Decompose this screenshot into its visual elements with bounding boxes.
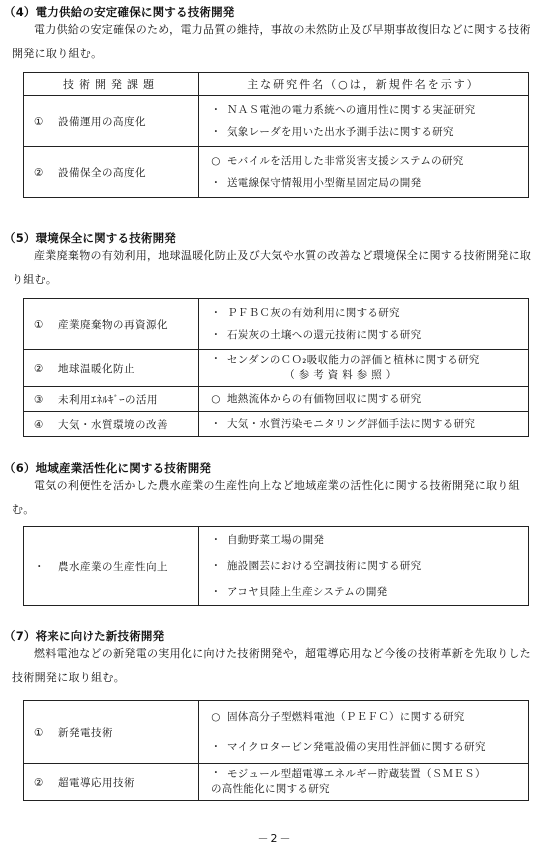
row-number: ② <box>34 362 44 375</box>
row-number: ① <box>34 726 44 739</box>
section-heading: （5）環境保全に関する技術開発 <box>4 231 176 245</box>
row-number: ④ <box>34 418 44 431</box>
table-row <box>24 387 529 412</box>
table-row <box>24 412 529 437</box>
category-label: 地球温暖化防止 <box>58 362 135 375</box>
row-category <box>24 701 199 764</box>
research-item <box>199 413 528 435</box>
row-number: ① <box>34 115 44 128</box>
row-category <box>24 299 199 350</box>
section-intro: 電力供給の安定確保のため，電力品質の維持，事故の未然防止及び早期事故復旧などに関する技術開発に取り組む。 <box>12 23 531 60</box>
research-title-cont: の高性能化に関する研究 <box>211 783 330 795</box>
section-heading: （7）将来に向けた新技術開発 <box>4 629 165 643</box>
research-table <box>23 700 529 801</box>
research-title: 気象レーダを用いた出水予測手法に関する研究 <box>227 126 454 138</box>
bullet-mark: ・ <box>210 767 222 779</box>
row-items <box>199 350 529 387</box>
row-category <box>24 412 199 437</box>
research-title: 送電線保守情報用小型衛星固定局の開発 <box>227 177 422 189</box>
bullet-mark: ・ <box>210 126 222 138</box>
research-title: 大気・水質汚染モニタリング評価手法に関する研究 <box>227 418 476 430</box>
research-title: 地熱流体からの有価物回収に関する研究 <box>227 393 422 405</box>
bullet-mark: ・ <box>210 329 222 341</box>
table-row <box>24 527 529 606</box>
row-items <box>199 387 529 412</box>
table-row <box>24 701 529 764</box>
row-category <box>24 527 199 606</box>
table-row <box>24 299 529 350</box>
research-item <box>199 702 528 732</box>
research-item <box>199 553 528 579</box>
category-label: 設備保全の高度化 <box>58 166 146 179</box>
row-category <box>24 147 199 198</box>
table-row <box>24 350 529 387</box>
bullet-mark: ・ <box>210 307 222 319</box>
category-label: 農水産業の生産性向上 <box>58 560 168 573</box>
category-label: 超電導応用技術 <box>58 776 135 789</box>
header-theme: 技術開発課題 <box>24 73 199 96</box>
bullet-mark: ・ <box>210 534 222 546</box>
bullet-mark: ・ <box>210 177 222 189</box>
category-label: 未利用ｴﾈﾙｷﾞｰの活用 <box>58 393 158 406</box>
row-number: ② <box>34 166 44 179</box>
category-label: 大気・水質環境の改善 <box>58 418 168 431</box>
new-mark: ○ <box>211 155 221 167</box>
row-items <box>199 701 529 764</box>
bullet-mark: ・ <box>210 741 222 753</box>
research-item <box>199 732 528 762</box>
section-intro: 産業廃棄物の有効利用，地球温暖化防止及び大気や水質の改善など環境保全に関する技術開発に取り組む。 <box>12 249 532 286</box>
row-number: ② <box>34 776 44 789</box>
row-category <box>24 764 199 801</box>
research-table <box>23 526 529 606</box>
research-item <box>199 99 528 121</box>
research-title: モジュール型超電導エネルギー貯蔵装置（ＳＭＥＳ） <box>227 768 486 780</box>
reference-note: （参考資料参照） <box>284 369 401 381</box>
research-title: センダンのＣＯ₂吸収能力の評価と植林に関する研究 <box>227 354 480 366</box>
row-number: ・ <box>34 560 45 573</box>
research-item <box>199 579 528 605</box>
row-items <box>199 412 529 437</box>
row-number: ① <box>34 318 44 331</box>
research-item <box>199 527 528 553</box>
research-title: マイクロタービン発電設備の実用性評価に関する研究 <box>227 741 486 753</box>
research-title: 石炭灰の土壌への還元技術に関する研究 <box>227 329 422 341</box>
research-item <box>199 324 528 346</box>
header-research-titles: 主な研究件名（○は，新規件名を示す） <box>199 73 529 96</box>
table-row <box>24 764 529 801</box>
row-number: ③ <box>34 393 44 406</box>
research-item <box>199 172 528 194</box>
research-table <box>23 298 529 437</box>
research-title: 自動野菜工場の開発 <box>227 534 325 546</box>
research-title: 固体高分子型燃料電池（ＰＥＦＣ）に関する研究 <box>227 711 465 723</box>
bullet-mark: ・ <box>210 418 222 430</box>
bullet-mark: ・ <box>210 586 222 598</box>
section-intro: 燃料電池などの新発電の実用化に向けた技術開発や，超電導応用など今後の技術革新を先取りした技術開発に取り組む。 <box>12 647 531 684</box>
research-item <box>199 302 528 324</box>
research-item <box>199 388 528 410</box>
new-mark: ○ <box>211 393 221 405</box>
category-label: 設備運用の高度化 <box>58 115 146 128</box>
research-item <box>199 150 528 172</box>
research-title: ＰＦＢＣ灰の有効利用に関する研究 <box>227 307 400 319</box>
table-row <box>24 147 529 198</box>
row-category <box>24 387 199 412</box>
bullet-mark: ・ <box>210 353 222 365</box>
category-label: 新発電技術 <box>58 726 113 739</box>
row-category <box>24 350 199 387</box>
research-title: モバイルを活用した非常災害支援システムの研究 <box>227 155 464 167</box>
section-intro: 電気の利便性を活かした農水産業の生産性向上など地域産業の活性化に関する技術開発に取り組む。 <box>12 479 520 516</box>
section-heading: （6）地域産業活性化に関する技術開発 <box>4 461 212 475</box>
new-mark: ○ <box>211 711 221 723</box>
research-item <box>199 121 528 143</box>
table-row <box>24 96 529 147</box>
row-items <box>199 96 529 147</box>
row-items <box>199 147 529 198</box>
row-items <box>199 299 529 350</box>
research-table <box>23 72 529 198</box>
row-category <box>24 96 199 147</box>
row-items <box>199 527 529 606</box>
research-item <box>199 350 528 386</box>
page-number: －2－ <box>257 832 293 845</box>
bullet-mark: ・ <box>210 104 222 116</box>
bullet-mark: ・ <box>210 560 222 572</box>
research-title: アコヤ貝陸上生産システムの開発 <box>227 586 388 598</box>
row-items <box>199 764 529 801</box>
research-item <box>199 764 528 800</box>
category-label: 産業廃棄物の再資源化 <box>58 318 168 331</box>
research-title: ＮＡＳ電池の電力系統への適用性に関する実証研究 <box>227 104 476 116</box>
table-header-row <box>24 73 529 96</box>
research-title: 施設園芸における空調技術に関する研究 <box>227 560 422 572</box>
section-heading: （4）電力供給の安定確保に関する技術開発 <box>4 5 235 19</box>
